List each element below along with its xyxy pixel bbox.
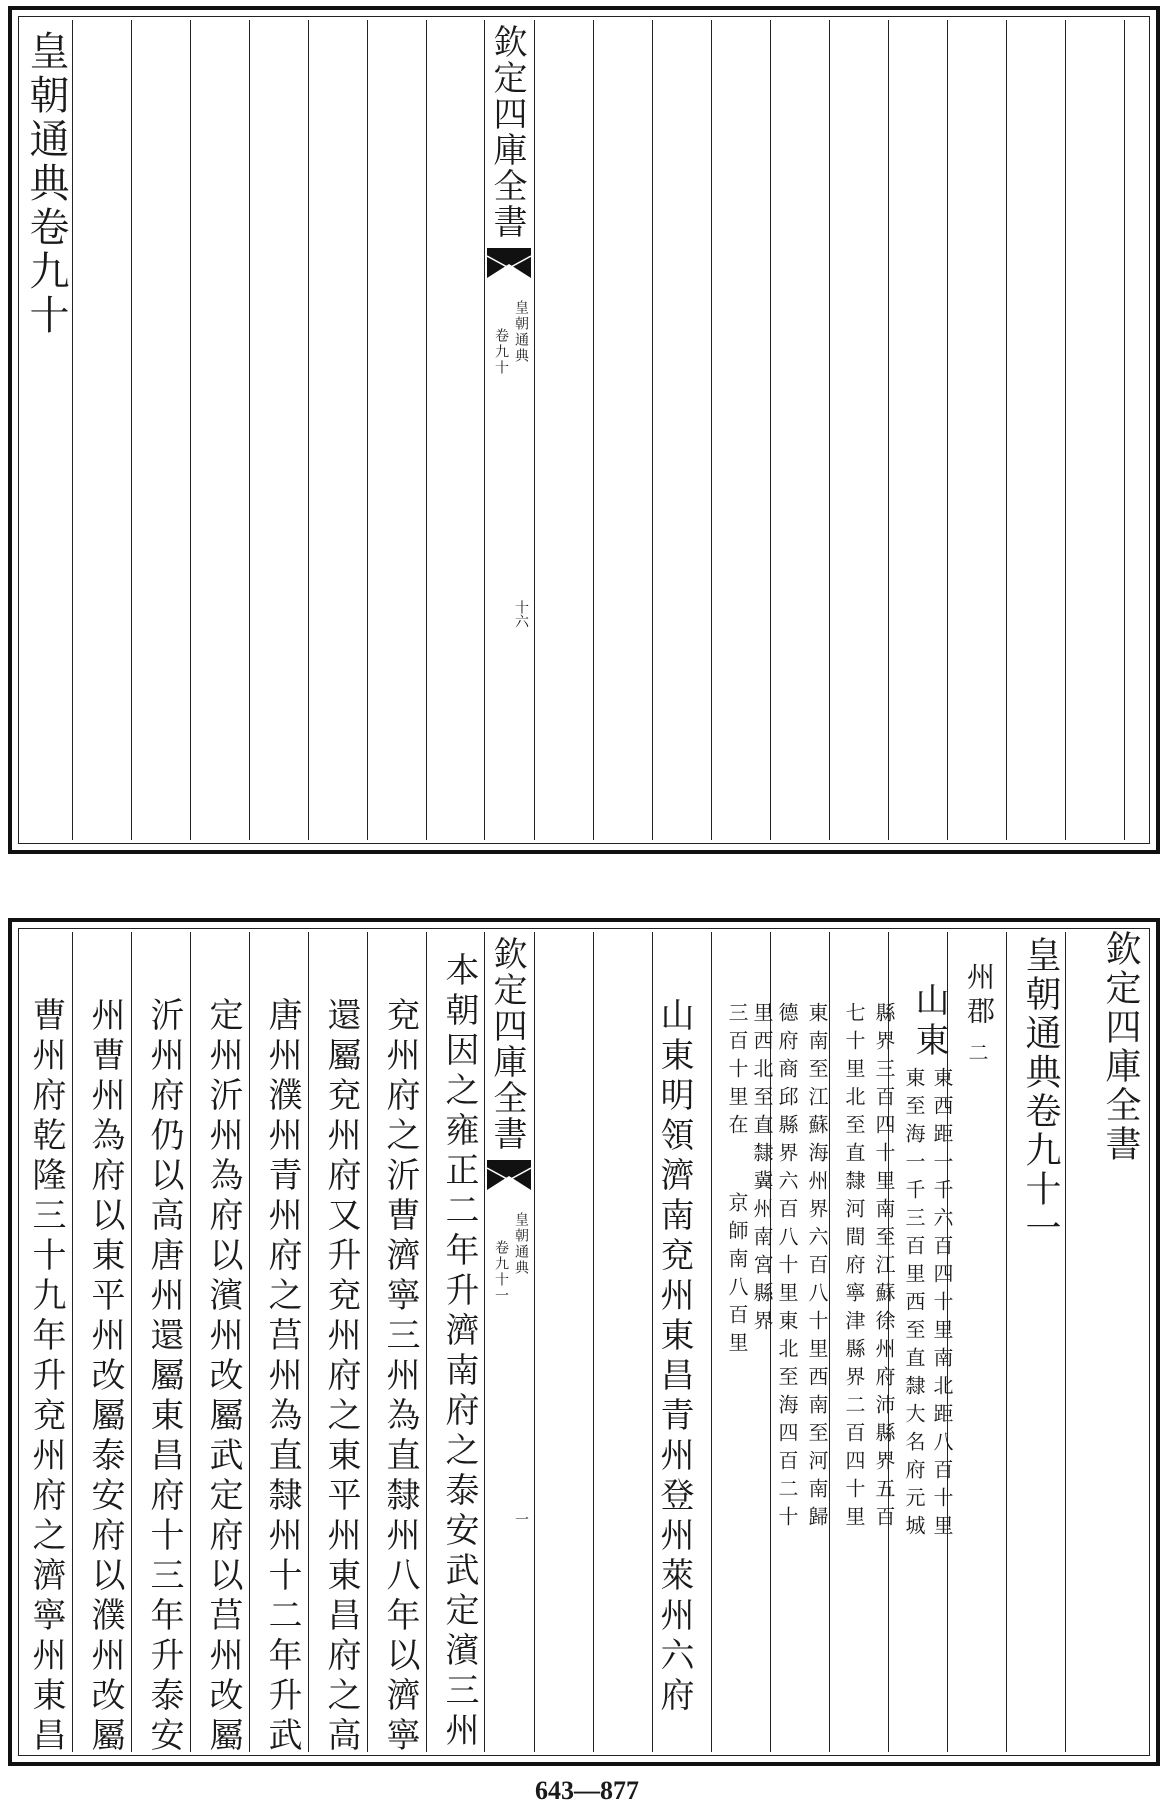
- column-rule: [249, 932, 250, 1752]
- main-line: 定州沂州為府以濱州改屬武定府以莒州改屬: [203, 997, 243, 1757]
- column-rule: [711, 20, 712, 840]
- note-line: 七十里北至直隸河間府寧津縣界二百四十里: [842, 1002, 866, 1534]
- column-rule: [72, 932, 73, 1752]
- center-subtitle-line1: 皇朝通典: [513, 300, 529, 364]
- main-line: 本朝因之雍正二年升濟南府之泰安武定濱三州: [439, 952, 479, 1752]
- page-bottom: [8, 918, 1160, 1766]
- column-rule: [593, 20, 594, 840]
- main-line: 山東明領濟南兗州東昌青州登州萊州六府: [654, 997, 694, 1717]
- center-subtitle-line2: 卷九十一: [493, 1240, 509, 1304]
- column-rule: [426, 932, 427, 1752]
- book-title: 皇朝通典卷九十: [23, 30, 69, 338]
- main-line: 唐州濮州青州府之莒州為直隸州十二年升武: [262, 997, 302, 1757]
- fishtail-mark-icon: [487, 248, 531, 282]
- page-footer: 643—877: [535, 1776, 639, 1805]
- column-rule: [308, 20, 309, 840]
- note-line: 京師南八百里: [725, 1192, 749, 1360]
- main-line: 還屬兗州府又升兗州府之東平州東昌府之高: [321, 997, 361, 1757]
- main-line: 曹州府乾隆三十九年升兗州府之濟寧州東昌: [26, 997, 66, 1757]
- column-rule: [593, 932, 594, 1752]
- center-header: 欽定四庫全書: [487, 24, 527, 240]
- note-line: 東西距一千六百四十里南北距八百十里: [930, 1067, 954, 1543]
- column-rule: [1065, 20, 1066, 840]
- column-rule: [888, 20, 889, 840]
- center-page-number: 十六: [513, 600, 529, 628]
- note-line: 里西北至直隸冀州南宮縣界: [750, 1002, 774, 1338]
- main-line: 兗州府之沂曹濟寧三州為直隸州八年以濟寧: [380, 997, 420, 1757]
- column-rule: [484, 20, 485, 840]
- column-rule: [1065, 932, 1066, 1752]
- column-rule: [534, 932, 535, 1752]
- center-subtitle-line2: 卷九十: [493, 328, 509, 376]
- note-line: 三百十里在: [725, 1002, 749, 1142]
- section-number: 二: [965, 1042, 989, 1062]
- column-rule: [652, 932, 653, 1752]
- column-rule: [829, 932, 830, 1752]
- column-rule: [131, 20, 132, 840]
- header: 欽定四庫全書: [1100, 930, 1141, 1164]
- note-line: 東至海一千三百里西至直隸大名府元城: [902, 1067, 926, 1543]
- page-top: [8, 6, 1160, 854]
- column-rule: [426, 20, 427, 840]
- column-rule: [1124, 20, 1125, 840]
- column-rule: [770, 20, 771, 840]
- column-rule: [190, 20, 191, 840]
- column-rule: [367, 20, 368, 840]
- main-line: 州曹州為府以東平州改屬泰安府以濮州改屬: [85, 997, 125, 1757]
- column-rule: [308, 932, 309, 1752]
- column-rule: [534, 20, 535, 840]
- section-title: 州郡: [963, 962, 996, 1030]
- column-rule: [652, 20, 653, 840]
- column-rule: [947, 20, 948, 840]
- column-rule: [829, 20, 830, 840]
- book-title: 皇朝通典卷九十一: [1020, 936, 1061, 1248]
- column-rule: [131, 932, 132, 1752]
- column-rule: [72, 20, 73, 840]
- column-rule: [484, 932, 485, 1752]
- note-line: 縣界三百四十里南至江蘇徐州府沛縣界五百: [872, 1002, 896, 1534]
- province: 山東: [909, 982, 949, 1062]
- center-page-number: 一: [513, 1512, 529, 1526]
- main-line: 沂州府仍以高唐州還屬東昌府十三年升泰安: [144, 997, 184, 1757]
- fishtail-mark-icon: [487, 1160, 531, 1194]
- column-rule: [367, 932, 368, 1752]
- column-rule: [1006, 20, 1007, 840]
- column-rule: [711, 932, 712, 1752]
- column-rule: [190, 932, 191, 1752]
- center-subtitle-line1: 皇朝通典: [513, 1212, 529, 1276]
- note-line: 德府商邱縣界六百八十里東北至海四百二十: [775, 1002, 799, 1534]
- column-rule: [1006, 932, 1007, 1752]
- note-line: 東南至江蘇海州界六百八十里西南至河南歸: [805, 1002, 829, 1534]
- center-header: 欽定四庫全書: [487, 936, 527, 1152]
- column-rule: [249, 20, 250, 840]
